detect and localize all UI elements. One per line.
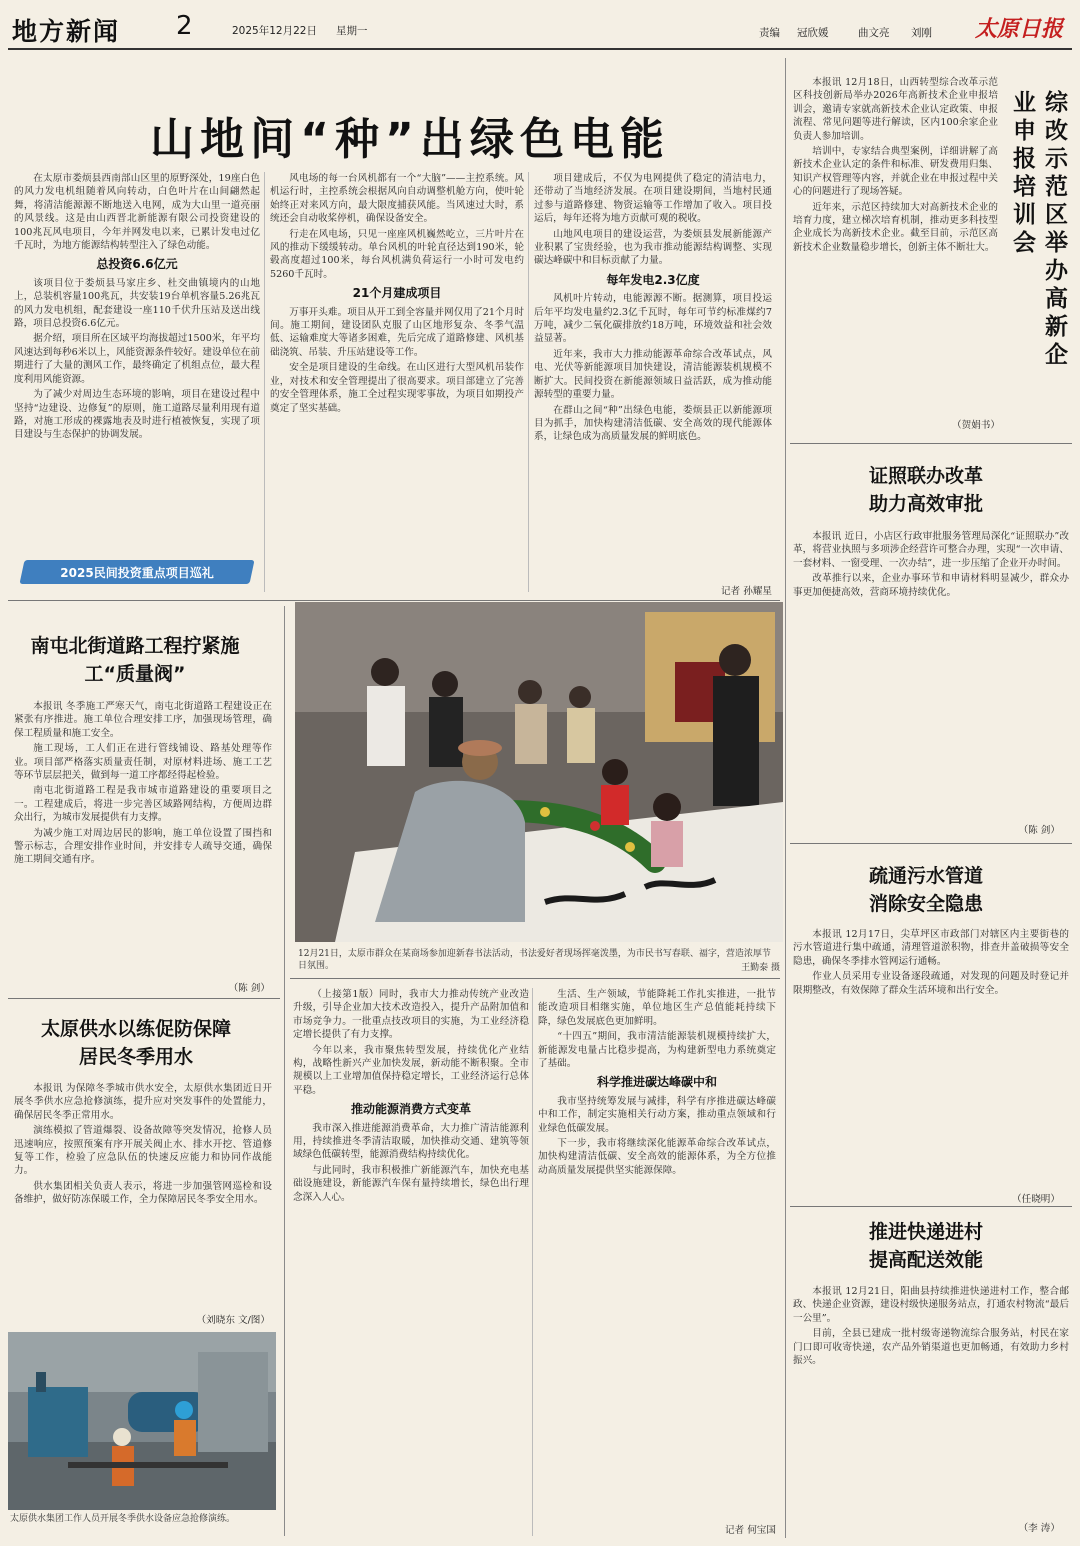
article-para: 我市深入推进能源消费革命，大力推广清洁能源利用，持续推进冬季清洁取暖，加快推动交通、建筑等领域绿色低碳转型，能源消费结构持续优化。 <box>293 1122 529 1161</box>
article-para: 目前，全县已建成一批村级寄递物流综合服务站，村民在家门口即可收寄快递，农产品外销渠道也更加畅通，有效助力乡村振兴。 <box>793 1328 1069 1367</box>
section-rule <box>290 978 780 979</box>
feature-photo-credit: 王勤泰 摄 <box>741 963 780 973</box>
water-title: 太原供水以练促防保障居民冬季用水 <box>40 1018 231 1068</box>
article-para: 与此同时，我市积极推广新能源汽车，加快充电基础设施建设，新能源汽车保有量持续增长，绿色出行理念深入人心。 <box>293 1164 529 1203</box>
section-name: 地方新闻 <box>12 17 121 46</box>
article-para: 生活、生产领域，节能降耗工作扎实推进，一批节能改造项目相继实施，单位地区生产总值能耗持续下降，绿色发展底色更加鲜明。 <box>538 989 776 1027</box>
continued-col-divider <box>532 988 533 1536</box>
section-rule <box>790 443 1072 444</box>
designer-name: 曲文亮 <box>858 27 890 39</box>
road-author: （陈 剑） <box>228 983 270 994</box>
cert-author: （陈 剑） <box>1018 825 1060 836</box>
express-body <box>793 1285 1069 1515</box>
lead-col-divider <box>264 172 265 592</box>
article-para: 南屯北街道路工程是我市城市道路建设的重要项目之一。工程建成后，将进一步完善区域路网结构，方便周边群众出行，为城市发展提供有力支撑。 <box>14 785 272 824</box>
section-rule <box>790 843 1072 844</box>
water-photo-caption: 太原供水集团工作人员开展冬季供水设备应急抢修演练。 <box>10 1514 236 1524</box>
lead-subhead-2: 21个月建成项目 <box>352 286 442 301</box>
calligraphy-scene-illustration <box>295 602 783 942</box>
training-title: 综改示范区举办高新企业申报培训会 <box>1009 90 1067 370</box>
cert-title: 证照联办改革助力高效审批 <box>868 465 983 515</box>
editor-name: 冠欣媛 <box>797 27 829 39</box>
feature-photo-caption: 12月21日，太原市群众在某商场参加迎新春书法活动，书法爱好者现场挥毫泼墨，为市民书写春联、福字，营造浓厚节日氛围。 <box>298 949 771 971</box>
right-column-divider <box>785 58 786 1538</box>
express-title: 推进快递进村提高配送效能 <box>868 1221 983 1271</box>
proofreader-name: 刘刚 <box>911 27 932 39</box>
lead-para: 为了减少对周边生态环境的影响，项目在建设过程中坚持“边建设、边修复”的原则，施工道路尽量利用现有道路，对施工形成的裸露地表及时进行植被恢复，实现了项目建设与生态保护的协调发展。 <box>14 389 260 441</box>
water-author: （刘晓东 文/图） <box>196 1315 270 1326</box>
lead-column-3 <box>534 172 772 592</box>
masthead-rule <box>8 48 1072 50</box>
lead-para: 在太原市娄烦县西南部山区里的原野深处，19座白色的风力发电机组随着风向转动，白色叶片在山间翩然起舞，将清洁能源源不断地送入电网，成为大山里一道亮丽的风景线。这是由山西晋北新能源有限公司投资建设的100兆瓦风电项目，今年并网发电以来，已累计发电过亿千瓦时，为地方能源结构转型注入了绿色动能。 <box>14 173 260 252</box>
lead-para: 该项目位于娄烦县马家庄乡、杜交曲镇境内的山地上，总装机容量100兆瓦，共安装19台单机容量5.26兆瓦的风力发电机组，配套建设一座110千伏升压站及送出线路，项目总投资6.6亿元。 <box>14 277 260 330</box>
continued-author: 记者 何宝国 <box>724 1525 776 1536</box>
continued-column-2 <box>538 988 776 1518</box>
article-para: 本报讯 为保障冬季城市供水安全，太原供水集团近日开展冬季供水应急抢修演练，提升应对突发事件的处置能力，确保居民冬季正常用水。 <box>14 1083 272 1121</box>
sewer-title: 疏通污水管道消除安全隐患 <box>868 865 983 915</box>
lead-para: 安全是项目建设的生命线。在山区进行大型风机吊装作业，对技术和安全管理提出了很高要求。项目部建立了完善的安全管理体系，施工全过程实现零事故，为项目如期投产奠定了坚实基础。 <box>270 362 524 414</box>
section-rule <box>8 998 280 999</box>
series-tag-label: 2025民间投资重点项目巡礼 <box>60 566 214 580</box>
continued-column-1 <box>293 988 529 1536</box>
lead-col-divider <box>528 172 529 592</box>
lead-bottom-rule <box>8 600 780 601</box>
lead-subhead-3: 每年发电2.3亿度 <box>606 272 700 287</box>
editor-label: 责编 <box>759 27 780 39</box>
article-para: 本报讯 12月17日，尖草坪区市政部门对辖区内主要街巷的污水管道进行集中疏通，清理管道淤积物，排查井盖破损等安全隐患，确保冬季排水管网运行通畅。 <box>793 929 1069 967</box>
water-body <box>14 1082 272 1310</box>
lead-para: 据介绍，项目所在区域平均海拔超过1500米，年平均风速达到每秒6米以上，风能资源条件较好。建设单位在前期进行了大量的测风工作，最终确定了机组点位，最大程度利用风能资源。 <box>14 333 260 385</box>
article-para: （上接第1版）同时，我市大力推动传统产业改造升级，引导企业加大技术改造投入，提升产品附加值和市场竞争力。一批重点技改项目的实施，为工业经济稳定增长提供了有力支撑。 <box>293 989 529 1041</box>
article-para: 本报讯 冬季施工严寒天气，南屯北街道路工程建设正在紧张有序推进。施工单位合理安排工序，加强现场管理，确保工程质量和施工安全。 <box>14 701 272 739</box>
article-para: 今年以来，我市聚焦转型发展，持续优化产业结构，战略性新兴产业加快发展，新动能不断积聚。全市规模以上工业增加值保持稳定增长，工业经济运行总体平稳。 <box>293 1044 529 1096</box>
article-para: 作业人员采用专业设备逐段疏通，对发现的问题及时登记并限期整改，有效保障了群众生活环境和出行安全。 <box>793 971 1069 996</box>
lead-para: 山地风电项目的建设运营，为娄烦县发展新能源产业积累了宝贵经验，也为我市推动能源结构调整、实现碳达峰碳中和目标贡献了力量。 <box>534 228 772 267</box>
article-para: 本报讯 近日，小店区行政审批服务管理局深化“证照联办”改革，将营业执照与多项涉企经营许可整合办理，实现“一次申请、一套材料、一窗受理、一次办结”，进一步压缩了企业开办时间。 <box>793 531 1069 569</box>
article-para: 培训中，专家结合典型案例，详细讲解了高新技术企业认定的条件和标准、研发费用归集、知识产权管理等内容，并就企业在申报过程中关心的问题进行了现场答疑。 <box>793 146 998 198</box>
continued-subhead-2: 科学推进碳达峰碳中和 <box>596 1075 717 1090</box>
water-drill-illustration <box>8 1332 276 1510</box>
page-number: 2 <box>176 11 193 41</box>
sewer-body <box>793 928 1069 1190</box>
training-author: （贺娟书） <box>952 420 1000 431</box>
section-rule <box>790 1206 1072 1207</box>
road-title: 南屯北街道路工程拧紧施工“质量阀” <box>30 635 240 685</box>
training-article-body <box>793 76 998 416</box>
article-para: 演练模拟了管道爆裂、设备故障等突发情况，抢修人员迅速响应，按照预案有序开展关阀止水、排水开挖、管道修复等工作，检验了应急队伍的快速反应能力和协同作战能力。 <box>14 1125 272 1177</box>
lead-para: 风机叶片转动，电能源源不断。据测算，项目投运后年平均发电量约2.3亿千瓦时，每年可节约标准煤约7万吨，减少二氧化碳排放约18万吨，环境效益和社会效益显著。 <box>534 293 772 345</box>
paper-logo: 太原日报 <box>975 16 1064 42</box>
lead-subhead-1: 总投资6.6亿元 <box>96 257 178 272</box>
cert-body <box>793 530 1069 822</box>
article-para: 近年来，示范区持续加大对高新技术企业的培育力度，建立梯次培育机制，推动更多科技型企业成长为高新技术企业。截至目前，示范区高新技术企业数量稳步增长，创新主体不断壮大。 <box>793 201 998 253</box>
masthead <box>0 0 1080 48</box>
sewer-author: （任晓明） <box>1012 1194 1060 1205</box>
lead-column-2 <box>270 172 524 602</box>
article-para: “十四五”期间，我市清洁能源装机规模持续扩大，新能源发电量占比稳步提高，为构建新型电力系统奠定了基础。 <box>538 1031 776 1070</box>
continued-subhead-1: 推动能源消费方式变革 <box>350 1102 471 1117</box>
article-para: 下一步，我市将继续深化能源革命综合改革试点，加快构建清洁低碳、安全高效的能源体系，为全方位推动高质量发展提供坚实能源保障。 <box>538 1138 776 1176</box>
lead-para: 项目建成后，不仅为电网提供了稳定的清洁电力，还带动了当地经济发展。在项目建设期间，当地村民通过参与道路修建、物资运输等工作增加了收入。项目投运后，每年还将为地方贡献可观的税收。 <box>534 173 772 225</box>
lead-para: 风电场的每一台风机都有一个“大脑”——主控系统。风机运行时，主控系统会根据风向自动调整机舱方向，使叶轮始终正对来风方向，最大限度捕获风能。当风速过大时，系统还会自动收桨停机，确保设备安全。 <box>270 173 524 225</box>
lead-title: 山地间“种”出绿色电能 <box>150 114 670 165</box>
water-drill-photo <box>8 1332 276 1510</box>
article-para: 本报讯 12月18日，山西转型综合改革示范区科技创新局举办2026年高新技术企业申报培训会，邀请专家就高新技术企业认定政策、申报流程、常见问题等进行解读，区内100余家企业负责人参加培训。 <box>793 77 998 142</box>
article-para: 我市坚持统筹发展与减排，科学有序推进碳达峰碳中和工作，制定实施相关行动方案，推动重点领域和行业绿色低碳发展。 <box>538 1095 776 1134</box>
lead-para: 近年来，我市大力推动能源革命综合改革试点，风电、光伏等新能源项目加快建设，清洁能源装机规模不断扩大。民间投资在新能源领域日益活跃，成为推动能源转型的重要力量。 <box>534 348 772 401</box>
lead-para: 在群山之间“种”出绿色电能，娄烦县正以新能源项目为抓手，加快构建清洁低碳、安全高效的现代能源体系，让绿色成为高质量发展的鲜明底色。 <box>534 404 772 443</box>
lead-column-1 <box>14 172 260 572</box>
article-para: 本报讯 12月21日，阳曲县持续推进快递进村工作，整合邮政、快递企业资源，建设村级快递服务站点，打通农村物流“最后一公里”。 <box>793 1286 1069 1324</box>
lead-para: 万事开头难。项目从开工到全容量并网仅用了21个月时间。施工期间，建设团队克服了山区地形复杂、冬季气温低、运输难度大等诸多困难，先后完成了道路修建、风机基础浇筑、吊装、升压站建设等工作。 <box>270 306 524 358</box>
left-column-divider <box>284 606 285 1536</box>
lead-author: 记者 孙耀星 <box>720 586 772 597</box>
article-para: 改革推行以来，企业办事环节和申请材料明显减少，群众办事更加便捷高效，营商环境持续优化。 <box>793 573 1069 598</box>
road-body <box>14 700 272 980</box>
article-para: 施工现场，工人们正在进行管线铺设、路基处理等作业。项目部严格落实质量责任制，对原材料进场、施工工艺等环节层层把关，做到每一道工序都经得起检验。 <box>14 743 272 782</box>
express-author: （李 涛） <box>1018 1523 1060 1534</box>
issue-weekday: 星期一 <box>336 25 368 37</box>
calligraphy-feature-photo <box>295 602 783 942</box>
article-para: 为减少施工对周边居民的影响，施工单位设置了围挡和警示标志，合理安排作业时间，并安排专人疏导交通，确保施工期间交通有序。 <box>14 827 272 866</box>
lead-para: 行走在风电场，只见一座座风机巍然屹立，三片叶片在风的推动下缓缓转动。单台风机的叶轮直径达到190米，轮毂高度超过100米，每台风机满负荷运行一小时可发电约5260千瓦时。 <box>270 228 524 280</box>
article-para: 供水集团相关负责人表示，将进一步加强管网巡检和设备维护，做好防冻保暖工作，全力保障居民冬季安全用水。 <box>14 1180 272 1206</box>
issue-date: 2025年12月22日 <box>232 25 317 37</box>
